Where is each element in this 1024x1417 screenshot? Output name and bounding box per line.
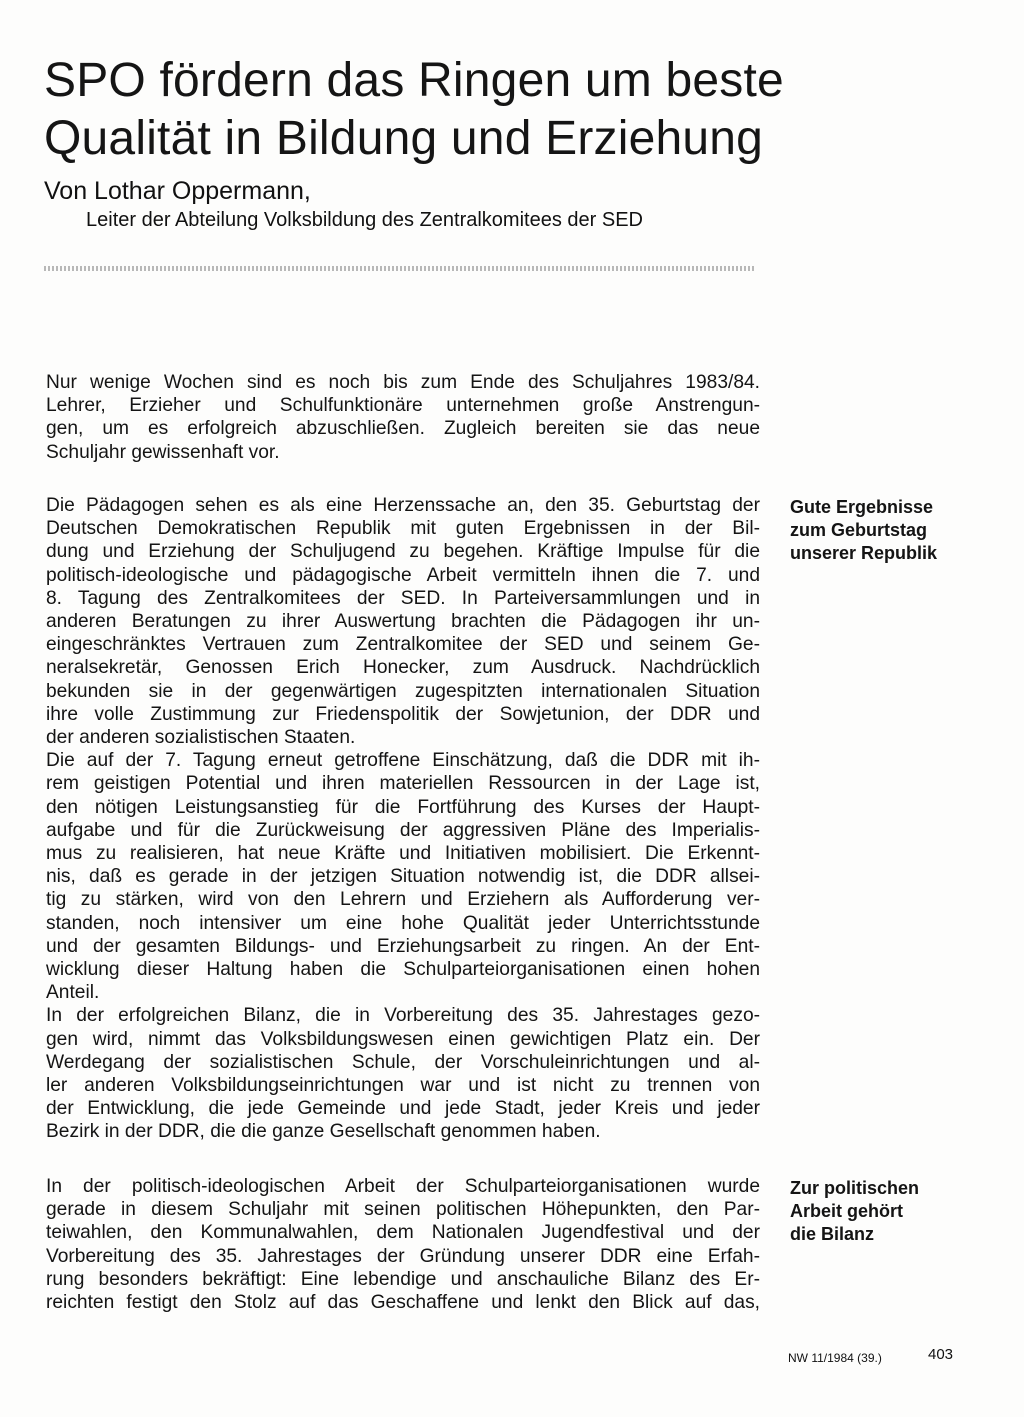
text-line: Nur wenige Wochen sind es noch bis zum Ende des Schuljahres 1983/84.	[46, 372, 760, 393]
author-role: Leiter der Abteilung Volksbildung des Zentralkomitees der SED	[86, 209, 643, 231]
text-line: In der politisch-ideologischen Arbeit der Schulparteiorganisationen wurde	[46, 1176, 760, 1197]
text-line: reichten festigt den Stolz auf das Geschaffene und lenkt den Blick auf das,	[46, 1292, 760, 1314]
text-line: Bezirk in der DDR, die die ganze Gesellschaft genommen haben.	[46, 1121, 601, 1143]
text-line: neralsekretär, Genossen Erich Honecker, zum Ausdruck. Nachdrücklich	[46, 657, 760, 679]
title-line: Qualität in Bildung und Erziehung	[44, 112, 764, 165]
title-line: SPO fördern das Ringen um beste	[44, 54, 784, 107]
body-paragraph-intro	[46, 371, 760, 464]
text-line: gen, um es erfolgreich abzuschließen. Zugleich bereiten sie das neue	[46, 418, 760, 440]
page-number: 403	[928, 1346, 954, 1363]
byline	[44, 176, 844, 234]
side-heading	[790, 496, 980, 565]
text-line: aufgabe und für die Zurückweisung der aggressiven Pläne des Imperialis-	[46, 819, 760, 841]
side-heading	[790, 1177, 980, 1246]
text-line: bekunden sie in der gegenwärtigen zugespitzten internationalen Situation	[46, 680, 760, 702]
text-line: Die auf der 7. Tagung erneut getroffene Einschätzung, daß die DDR mit ih-	[46, 750, 760, 772]
side-heading-line: zum Geburtstag	[790, 520, 928, 540]
text-line: Deutschen Demokratischen Republik mit guten Ergebnissen in der Bil-	[46, 518, 760, 540]
text-line: standen, noch intensiver um eine hohe Qualität jeder Unterrichtsstunde	[46, 912, 760, 934]
text-line: der anderen sozialistischen Staaten.	[46, 727, 356, 749]
text-line: gen wird, nimmt das Volksbildungswesen einen gewichtigen Platz ein. Der	[46, 1028, 760, 1050]
text-line: mus zu realisieren, hat neue Kräfte und Initiativen mobilisiert. Die Erkennt-	[46, 843, 760, 865]
text-line: rem geistigen Potential und ihren materiellen Ressourcen in der Lage ist,	[46, 773, 760, 795]
issue-reference: NW 11/1984 (39.)	[788, 1351, 882, 1365]
text-line: dung und Erziehung der Schuljugend zu begehen. Kräftige Impulse für die	[46, 541, 760, 563]
text-line: Lehrer, Erzieher und Schulfunktionäre unternehmen große Anstrengun-	[46, 395, 760, 417]
text-line: nis, daß es gerade in der jetzigen Situation notwendig ist, die DDR allsei-	[46, 866, 760, 888]
text-line: Vorbereitung des 35. Jahrestages der Gründung unserer DDR eine Erfah-	[46, 1245, 760, 1267]
text-line: Schuljahr gewissenhaft vor.	[46, 441, 280, 463]
text-line: teiwahlen, den Kommunalwahlen, dem Nationalen Jugendfestival und der	[46, 1222, 760, 1244]
text-line: und der gesamten Bildungs- und Erziehungsarbeit zu ringen. An der Ent-	[46, 935, 760, 957]
side-heading-line: Arbeit gehört	[790, 1201, 904, 1221]
body-paragraph-main	[46, 494, 760, 1144]
text-line: tig zu stärken, wird von den Lehrern und Erziehern als Aufforderung ver-	[46, 889, 760, 911]
text-line: Werdegang der sozialistischen Schule, der Vorschuleinrichtungen und al-	[46, 1051, 760, 1073]
text-line: gerade in diesem Schuljahr mit seinen politischen Höhepunkten, den Par-	[46, 1199, 760, 1221]
text-line: der Entwicklung, die jede Gemeinde und jede Stadt, jeder Kreis und jeder	[46, 1098, 760, 1120]
text-line: Anteil.	[46, 982, 100, 1004]
side-heading-line: Zur politischen	[790, 1178, 920, 1198]
text-line: den nötigen Leistungsanstieg für die Fortführung des Kurses der Haupt-	[46, 796, 760, 818]
text-line: anderen Beratungen zu ihrer Auswertung brachten die Pädagogen ihr un-	[46, 611, 760, 633]
text-line: 8. Tagung des Zentralkomitees der SED. In Parteiversammlungen und in	[46, 587, 760, 609]
author-name: Von Lothar Oppermann,	[44, 177, 311, 205]
text-line: Die Pädagogen sehen es als eine Herzenssache an, den 35. Geburtstag der	[46, 495, 760, 516]
text-line: In der erfolgreichen Bilanz, die in Vorbereitung des 35. Jahrestages gezo-	[46, 1005, 760, 1027]
article-title	[44, 52, 944, 168]
text-line: eingeschränktes Vertrauen zum Zentralkomitee der SED und seinem Ge-	[46, 634, 760, 656]
side-heading-line: unserer Republik	[790, 543, 938, 563]
text-line: ihre volle Zustimmung zur Friedenspolitik der Sowjetunion, der DDR und	[46, 703, 760, 725]
text-line: rung besonders bekräftigt: Eine lebendige und anschauliche Bilanz des Er-	[46, 1268, 760, 1290]
body-paragraph-bilanz	[46, 1175, 760, 1314]
side-heading-line: Gute Ergebnisse	[790, 497, 934, 517]
text-line: politisch-ideologische und pädagogische Arbeit vermitteln ihnen die 7. und	[46, 564, 760, 586]
separator-rule	[44, 266, 756, 271]
side-heading-line: die Bilanz	[790, 1224, 875, 1244]
text-line: wicklung dieser Haltung haben die Schulparteiorganisationen einen hohen	[46, 959, 760, 981]
text-line: ler anderen Volksbildungseinrichtungen war und ist nicht zu trennen von	[46, 1075, 760, 1097]
